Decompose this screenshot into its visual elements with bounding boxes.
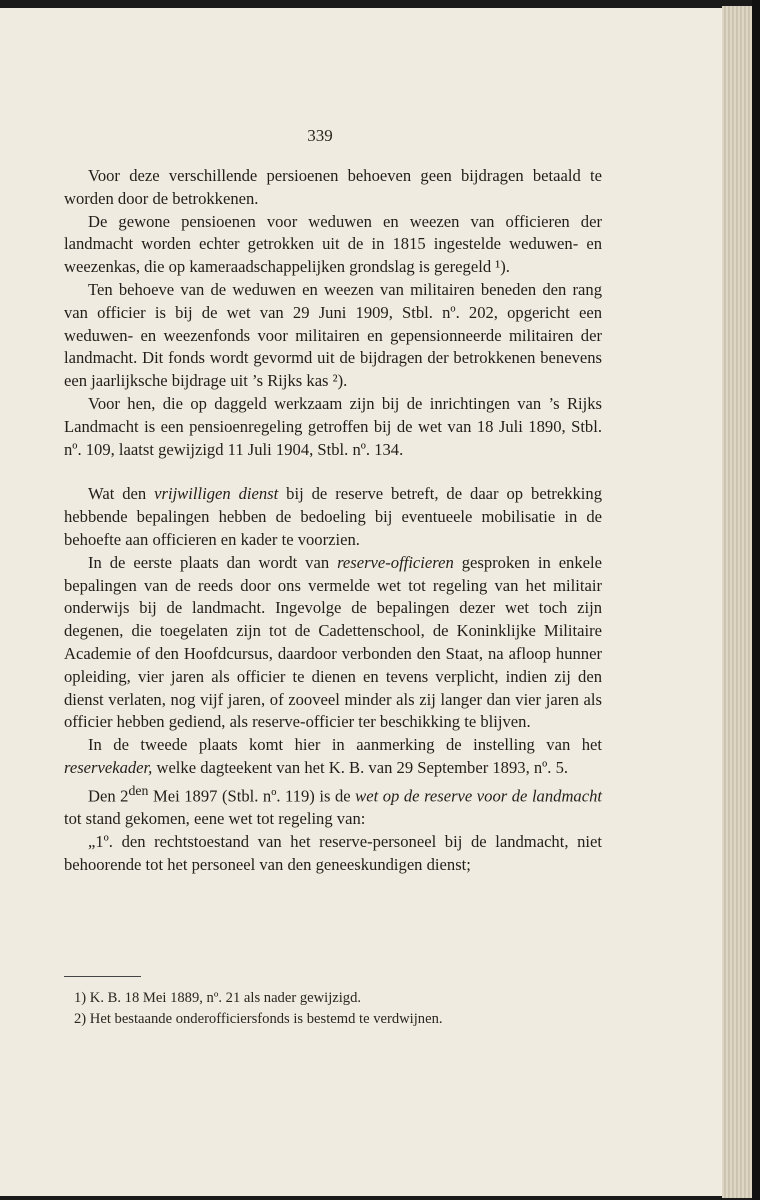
emphasis: reservekader, <box>64 757 153 777</box>
paragraph: Wat den vrijwilligen dienst bij de reserve betreft, de daar op betrekking hebbende bepalingen hebben de bedoeling bij eventueele mobilisatie in de behoefte aan officieren en kader te voorzien. <box>64 484 602 549</box>
paragraph: Den $2^{den}$ Mei 1897 (Stbl. nº. 119) is de wet op de reserve voor de landmacht tot stand gekomen, eene wet tot regeling van: <box>64 782 603 829</box>
footnote: 1) K. B. 18 Mei 1889, nº. 21 als nader gewijzigd. <box>74 990 362 1006</box>
emphasis: wet op de reserve voor de landmacht <box>355 786 603 806</box>
paragraph: In de eerste plaats dan wordt van reserve-officieren gesproken in enkele bepalingen van de reeds door ons vermelde wet tot regeling van het militair onderwijs bij de landmacht. Ingevolge de bepalingen dezer wet toch zijn degenen, die toegelaten zijn tot de Cadettenschool, de Koninklijke Militaire Academie of den Hoofdcursus, daardoor verbonden den Staat, na afloop hunner opleiding, vier jaren als officier te dienen en tevens verplicht, indien zij den dienst verlaten, nog vijf jaren, of zooveel minder als zij langer dan vier jaren als officier hebben gediend, als reserve-officier ter beschikking te blijven. <box>64 552 602 732</box>
paragraph: Voor deze verschillende persioenen behoeven geen bijdragen betaald te worden door de betrokkenen. <box>64 166 602 208</box>
paragraph: „1º. den rechtstoestand van het reserve-personeel bij de landmacht, niet behoorende tot het personeel van den geneeskundigen dienst; <box>64 831 602 874</box>
page-number: 339 <box>307 126 333 145</box>
emphasis: reserve-officieren <box>337 552 454 572</box>
body-text <box>64 165 602 876</box>
paragraph: De gewone pensioenen voor weduwen en weezen van officieren der landmacht worden echter getrokken uit de in 1815 ingestelde weduwen- en weezenkas, die op kameraadschappelijken grondslag is geregeld ¹). <box>64 211 602 277</box>
emphasis: vrijwilligen dienst <box>154 484 279 504</box>
book-page <box>0 8 724 1196</box>
scan-border <box>752 0 760 1200</box>
page-edges <box>722 6 752 1198</box>
paragraph: Ten behoeve van de weduwen en weezen van militairen beneden den rang van officier is bij de wet van 29 Juni 1909, Stbl. nº. 202, opgericht een weduwen- en weezenfonds voor militairen en gepensionneerde militairen der landmacht. Dit fonds wordt gevormd uit de bijdragen der betrokkenen benevens een jaarlijksche bijdrage uit ’s Rijks kas ²). <box>64 279 602 391</box>
footnote: 2) Het bestaande onderofficiersfonds is bestemd te verdwijnen. <box>74 1011 443 1027</box>
paragraph: In de tweede plaats komt hier in aanmerking de instelling van het reservekader, welke dagteekent van het K. B. van 29 September 1893, nº. 5. <box>64 735 602 777</box>
paragraph: Voor hen, die op daggeld werkzaam zijn bij de inrichtingen van ’s Rijks Landmacht is een pensioenregeling getroffen bij de wet van 18 Juli 1890, Stbl. nº. 109, laatst gewijzigd 11 Juli 1904, Stbl. nº. 134. <box>64 393 602 459</box>
footnote-divider <box>64 976 141 977</box>
footnotes <box>64 988 602 1030</box>
